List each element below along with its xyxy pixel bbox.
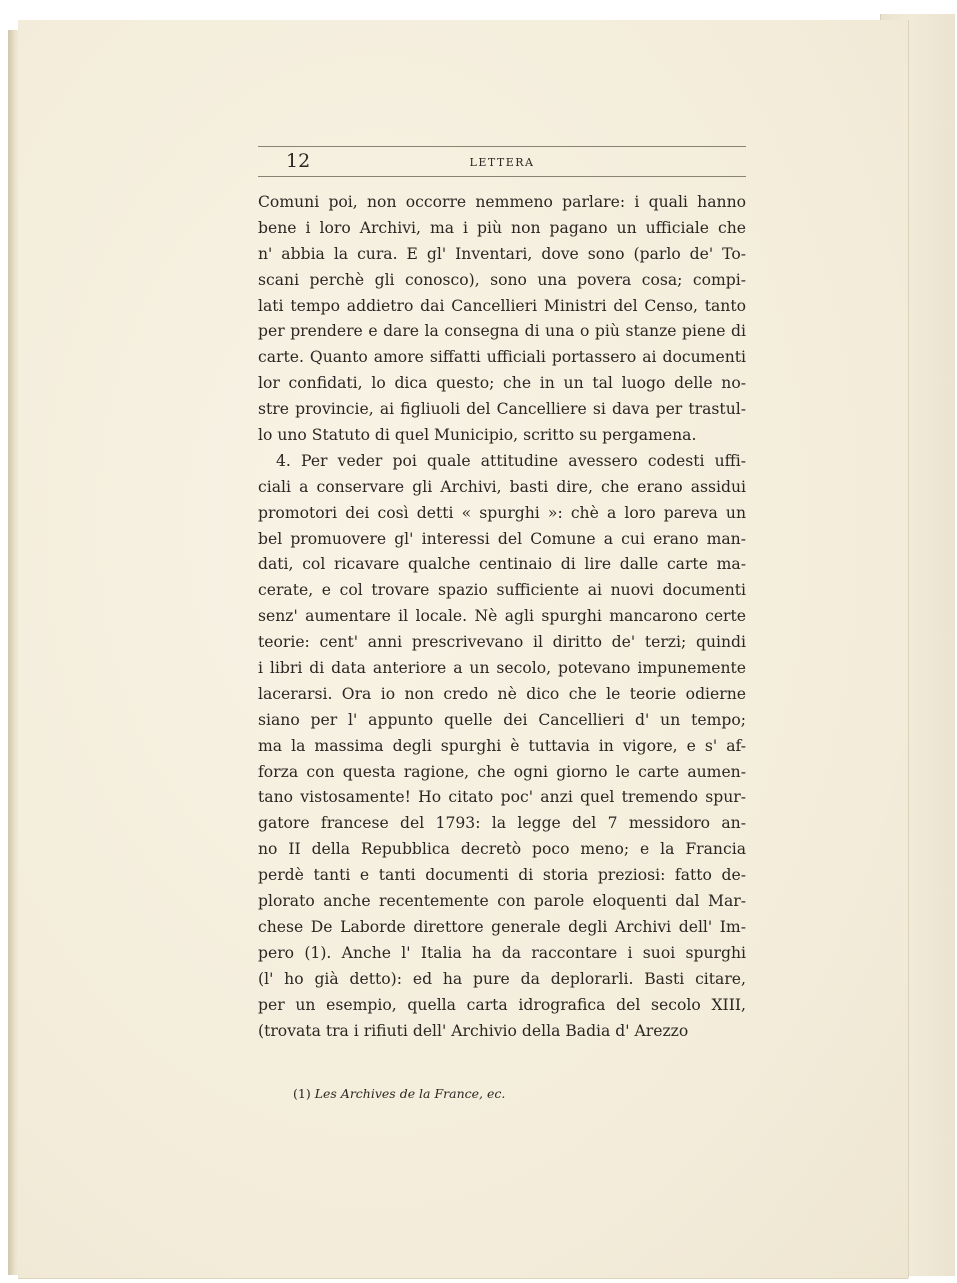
text-line: bel promuovere gl' interessi del Comune a cui erano man- — [258, 529, 746, 548]
text-line: scani perchè gli conosco), sono una povera cosa; compi- — [258, 270, 746, 289]
footnote — [293, 1086, 505, 1101]
running-header — [258, 150, 746, 180]
text-line: lacerarsi. Ora io non credo nè dico che le teorie odierne — [258, 684, 746, 703]
text-line: dati, col ricavare qualche centinaio di lire dalle carte ma- — [258, 555, 746, 574]
text-line: plorato anche recentemente con parole eloquenti dal Mar- — [258, 892, 746, 911]
text-line: siano per l' appunto quelle dei Cancellieri d' un tempo; — [258, 710, 746, 729]
page-number: 12 — [286, 150, 311, 172]
text-line: i libri di data anteriore a un secolo, potevano impunemente — [258, 659, 746, 678]
text-line: perdè tanti e tanti documenti di storia preziosi: fatto de- — [258, 866, 746, 885]
text-line: lor confidati, lo dica questo; che in un tal luogo delle no- — [258, 374, 746, 393]
text-line: teorie: cent' anni prescrivevano il diritto de' terzi; quindi — [258, 633, 746, 652]
text-line: per prendere e dare la consegna di una o più stanze piene di — [258, 322, 746, 341]
header-rule-bottom — [258, 176, 746, 177]
text-line: promotori dei così detti « spurghi »: chè a loro pareva un — [258, 503, 746, 522]
text-line: (trovata tra i rifiuti dell' Archivio della Badia d' Arezzo — [258, 1021, 689, 1040]
footnote-text: Les Archives de la France, ec. — [314, 1086, 506, 1101]
text-line: stre provincie, ai figliuoli del Cancelliere si dava per trastul- — [258, 400, 746, 419]
text-line: 4. Per veder poi quale attitudine avessero codesti uffi- — [276, 451, 746, 470]
header-rule-top — [258, 146, 746, 147]
footnote-marker: (1) — [293, 1086, 311, 1101]
text-line: ma la massima degli spurghi è tuttavia in vigore, e s' af- — [258, 736, 746, 755]
text-line: lo uno Statuto di quel Municipio, scritto su pergamena. — [258, 426, 697, 445]
text-line: lati tempo addietro dai Cancellieri Ministri del Censo, tanto — [258, 296, 746, 315]
text-line: no II della Repubblica decretò poco meno; e la Francia — [258, 840, 746, 859]
text-line: (l' ho già detto): ed ha pure da deplorarli. Basti citare, — [258, 969, 746, 988]
text-line: pero (1). Anche l' Italia ha da raccontare i suoi spurghi — [258, 943, 746, 962]
text-line: cerate, e col trovare spazio sufficiente ai nuovi documenti — [258, 581, 746, 600]
text-line: forza con questa ragione, che ogni giorno le carte aumen- — [258, 762, 746, 781]
text-line: Comuni poi, non occorre nemmeno parlare: i quali hanno — [258, 193, 746, 211]
text-line: n' abbia la cura. E gl' Inventari, dove sono (parlo de' To- — [258, 244, 746, 263]
body-text — [258, 190, 746, 1044]
text-line: tano vistosamente! Ho citato poc' anzi quel tremendo spur- — [258, 788, 746, 807]
text-line: ciali a conservare gli Archivi, basti dire, che erano assidui — [258, 477, 746, 496]
text-line: bene i loro Archivi, ma i più non pagano un ufficiale che — [258, 218, 746, 237]
text-line: gatore francese del 1793: la legge del 7 messidoro an- — [258, 814, 746, 833]
running-title: LETTERA — [469, 156, 535, 169]
text-line: senz' aumentare il locale. Nè agli spurghi mancarono certe — [258, 607, 746, 626]
text-line: per un esempio, quella carta idrografica del secolo XIII, — [258, 995, 746, 1014]
text-line: chese De Laborde direttore generale degli Archivi dell' Im- — [258, 917, 746, 936]
text-line: carte. Quanto amore siffatti ufficiali portassero ai documenti — [258, 348, 746, 367]
